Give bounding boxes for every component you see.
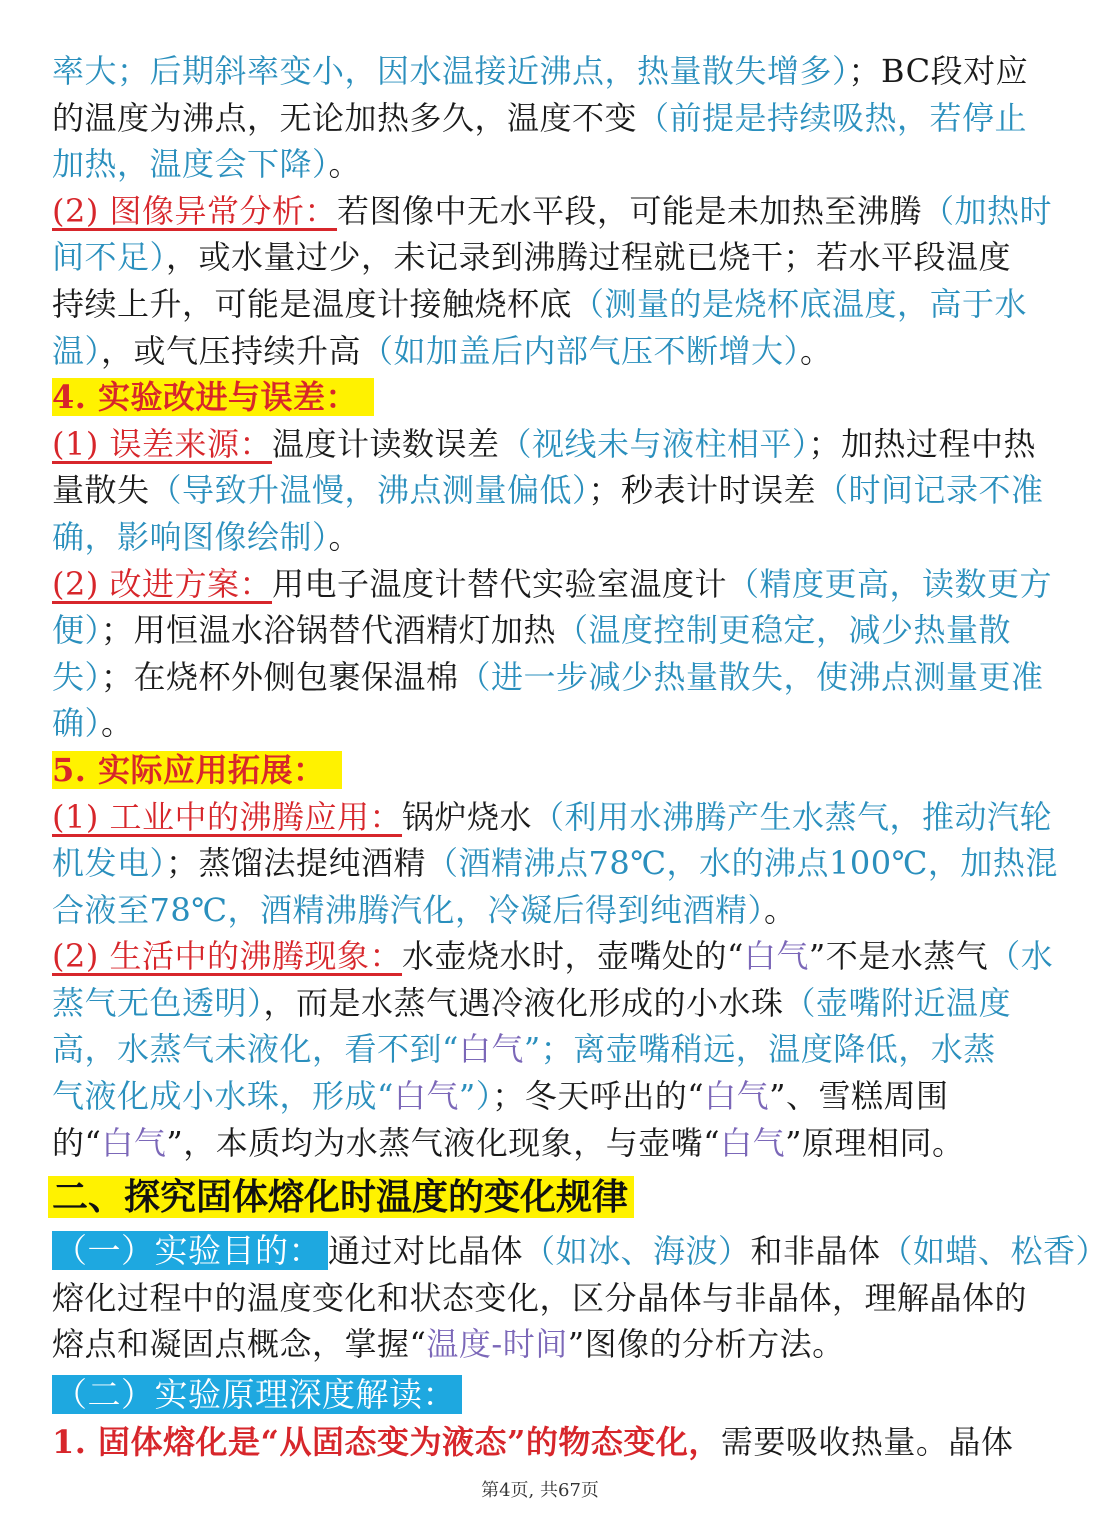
- body-text: 。: [328, 145, 362, 184]
- explanation-text: （前提是持续吸热，若停止: [637, 98, 1028, 137]
- text-line: [52, 980, 1028, 1027]
- body-text: 水壶烧水时，壶嘴处的“: [402, 937, 744, 976]
- explanation-text: 便）: [52, 611, 102, 650]
- body-text: ，或气压持续升高: [101, 331, 362, 370]
- text-line: [52, 188, 1053, 235]
- body-text: ”不是水蒸气: [808, 937, 989, 976]
- explanation-text: （如加盖后内部气压不断增大）: [361, 331, 801, 370]
- page-number: 第4页, 共67页: [481, 1480, 599, 1501]
- subsection-label: (2) 图像异常分析：: [52, 191, 338, 230]
- explanation-text: （视线未与液柱相平）: [499, 424, 809, 463]
- text-line: [52, 234, 1028, 281]
- text-line: [52, 48, 1028, 95]
- body-text: 的温度为沸点，无论加热多久，温度不变: [52, 98, 638, 137]
- keyword-text: 白气: [720, 1123, 786, 1162]
- keyword-text: 白气: [743, 937, 809, 976]
- section-heading: 4. 实验改进与误差：: [52, 378, 374, 416]
- principle-heading: （二）实验原理深度解读：: [52, 1375, 462, 1414]
- text-line: [52, 933, 1054, 980]
- body-text: ；用恒温水浴锅替代酒精灯加热: [101, 611, 557, 650]
- text-line: [52, 1419, 1028, 1466]
- text-line: [52, 794, 1053, 841]
- body-text: 量散失: [52, 471, 150, 510]
- text-line: [52, 281, 1028, 328]
- explanation-text: （时间记录不准: [816, 471, 1044, 510]
- explanation-text: 间不足）: [52, 238, 167, 277]
- body-text: ；加热过程中热: [808, 424, 1037, 463]
- text-line: [52, 840, 1058, 887]
- subsection-label: (2) 生活中的沸腾现象：: [52, 937, 403, 976]
- text-line: [52, 1321, 1028, 1368]
- section-heading: 5. 实际应用拓展：: [52, 751, 342, 789]
- body-text: 。: [764, 890, 797, 929]
- body-text: 。: [101, 704, 134, 743]
- body-text: ，而是水蒸气遇冷液化形成的小水珠: [263, 983, 784, 1022]
- keyword-text: 白气: [101, 1123, 167, 1162]
- text-line: [52, 467, 1044, 514]
- explanation-text: （如冰、海波）: [523, 1232, 751, 1271]
- keyword-text: 白气: [704, 1077, 770, 1116]
- subsection-label: (1) 工业中的沸腾应用：: [52, 797, 403, 836]
- explanation-text: ”；离壶嘴稍远，温度降低，水蒸: [523, 1030, 996, 1069]
- heading-line: [52, 374, 1028, 421]
- body-text: 和非晶体: [750, 1232, 881, 1271]
- body-text: 熔点和凝固点概念，掌握“: [52, 1325, 427, 1364]
- text-line: [52, 1120, 1028, 1167]
- body-text: ”原理相同。: [785, 1123, 965, 1162]
- keyword-text: 白气: [458, 1030, 524, 1069]
- explanation-text: 合液至78℃，酒精沸腾汽化，冷凝后得到纯酒精）: [52, 890, 765, 929]
- explanation-text: 确，影响图像绘制）: [52, 517, 329, 556]
- text-line: [52, 654, 1044, 701]
- explanation-text: （水: [988, 937, 1054, 976]
- explanation-text: 蒸气无色透明）: [52, 983, 264, 1022]
- body-text: ，或水量过少，未记录到沸腾过程就已烧干；若水平段温度: [166, 238, 1012, 277]
- document-body: [52, 48, 1108, 1465]
- text-line: [52, 607, 1028, 654]
- explanation-text: （如蜡、松香）: [880, 1232, 1108, 1271]
- body-text: ；BC段对应: [848, 52, 1029, 90]
- chapter-title: 二、探究固体熔化时温度的变化规律: [48, 1176, 634, 1218]
- explanation-text: （酒精沸点78℃，水的沸点100℃，加热混: [426, 844, 1058, 883]
- explanation-text: 高，水蒸气未液化，看不到“: [52, 1030, 459, 1069]
- text-line: [52, 514, 1028, 561]
- text-line: [52, 1026, 1028, 1073]
- body-text: 。: [328, 517, 362, 556]
- body-text: 锅炉烧水: [402, 797, 533, 836]
- body-text: 的“: [52, 1123, 102, 1162]
- body-text: ”、雪糕周围: [769, 1077, 949, 1116]
- body-text: 需要吸收热量。晶体: [720, 1422, 1014, 1461]
- explanation-text: （壶嘴附近温度: [783, 983, 1012, 1022]
- body-text: ；蒸馏法提纯酒精: [166, 844, 427, 883]
- body-text: 。: [800, 331, 833, 370]
- body-text: ；秒表计时误差: [588, 471, 817, 510]
- explanation-text: （进一步减少热量散失，使沸点测量更准: [458, 657, 1044, 696]
- explanation-text: ”）: [458, 1077, 493, 1116]
- text-line: [52, 561, 1053, 608]
- body-text: 通过对比晶体: [328, 1232, 524, 1271]
- purpose-heading: （一）实验目的：: [52, 1231, 328, 1270]
- body-text: ；冬天呼出的“: [492, 1077, 705, 1116]
- explanation-text: 失）: [52, 657, 102, 696]
- subsection-label: (1) 误差来源：: [52, 424, 273, 463]
- body-text: 熔化过程中的温度变化和状态变化，区分晶体与非晶体，理解晶体的: [52, 1278, 1028, 1317]
- text-line: [52, 887, 1028, 934]
- text-line: [52, 1275, 1028, 1322]
- text-line: [52, 95, 1028, 142]
- explanation-text: 确）: [52, 704, 102, 743]
- explanation-text: （温度控制更稳定，减少热量散: [556, 611, 1012, 650]
- keyword-text: 温度-时间: [426, 1325, 568, 1364]
- subsection-label: (2) 改进方案：: [52, 564, 273, 603]
- explanation-text: 加热，温度会下降）: [52, 145, 329, 184]
- explanation-text: 机发电）: [52, 844, 167, 883]
- explanation-text: 气液化成小水珠，形成“: [52, 1077, 394, 1116]
- explanation-text: （测量的是烧杯底温度，高于水: [572, 284, 1028, 323]
- keyword-text: 白气: [393, 1077, 459, 1116]
- explanation-text: （导致升温慢，沸点测量偏低）: [149, 471, 589, 510]
- text-line: [52, 1073, 1028, 1120]
- text-line: [52, 421, 1037, 468]
- explanation-text: （加热时: [922, 191, 1053, 230]
- heading-line: [52, 1372, 1028, 1419]
- body-text: ；在烧杯外侧包裹保温棉: [101, 657, 459, 696]
- text-line: [52, 328, 1028, 375]
- text-line: [52, 1228, 1108, 1275]
- text-line: [52, 700, 1028, 747]
- body-text: 温度计读数误差: [272, 424, 500, 463]
- explanation-text: （精度更高，读数更方: [727, 564, 1053, 603]
- body-text: 若图像中无水平段，可能是未加热至沸腾: [337, 191, 923, 230]
- heading-line: [52, 747, 1028, 794]
- body-text: ”，本质均为水蒸气液化现象，与壶嘴“: [166, 1123, 721, 1162]
- explanation-text: （利用水沸腾产生水蒸气，推动汽轮: [532, 797, 1053, 836]
- explanation-text: 温）: [52, 331, 102, 370]
- body-text: 持续上升，可能是温度计接触烧杯底: [52, 284, 573, 323]
- body-text: 用电子温度计替代实验室温度计: [272, 564, 728, 603]
- key-statement: 1. 固体熔化是“从固态变为液态”的物态变化，: [52, 1422, 721, 1461]
- explanation-text: 率大；后期斜率变小，因水温接近沸点，热量散失增多）: [52, 52, 849, 90]
- chapter-heading: [48, 1170, 1028, 1224]
- text-line: [52, 141, 1028, 188]
- body-text: ”图像的分析方法。: [567, 1325, 845, 1364]
